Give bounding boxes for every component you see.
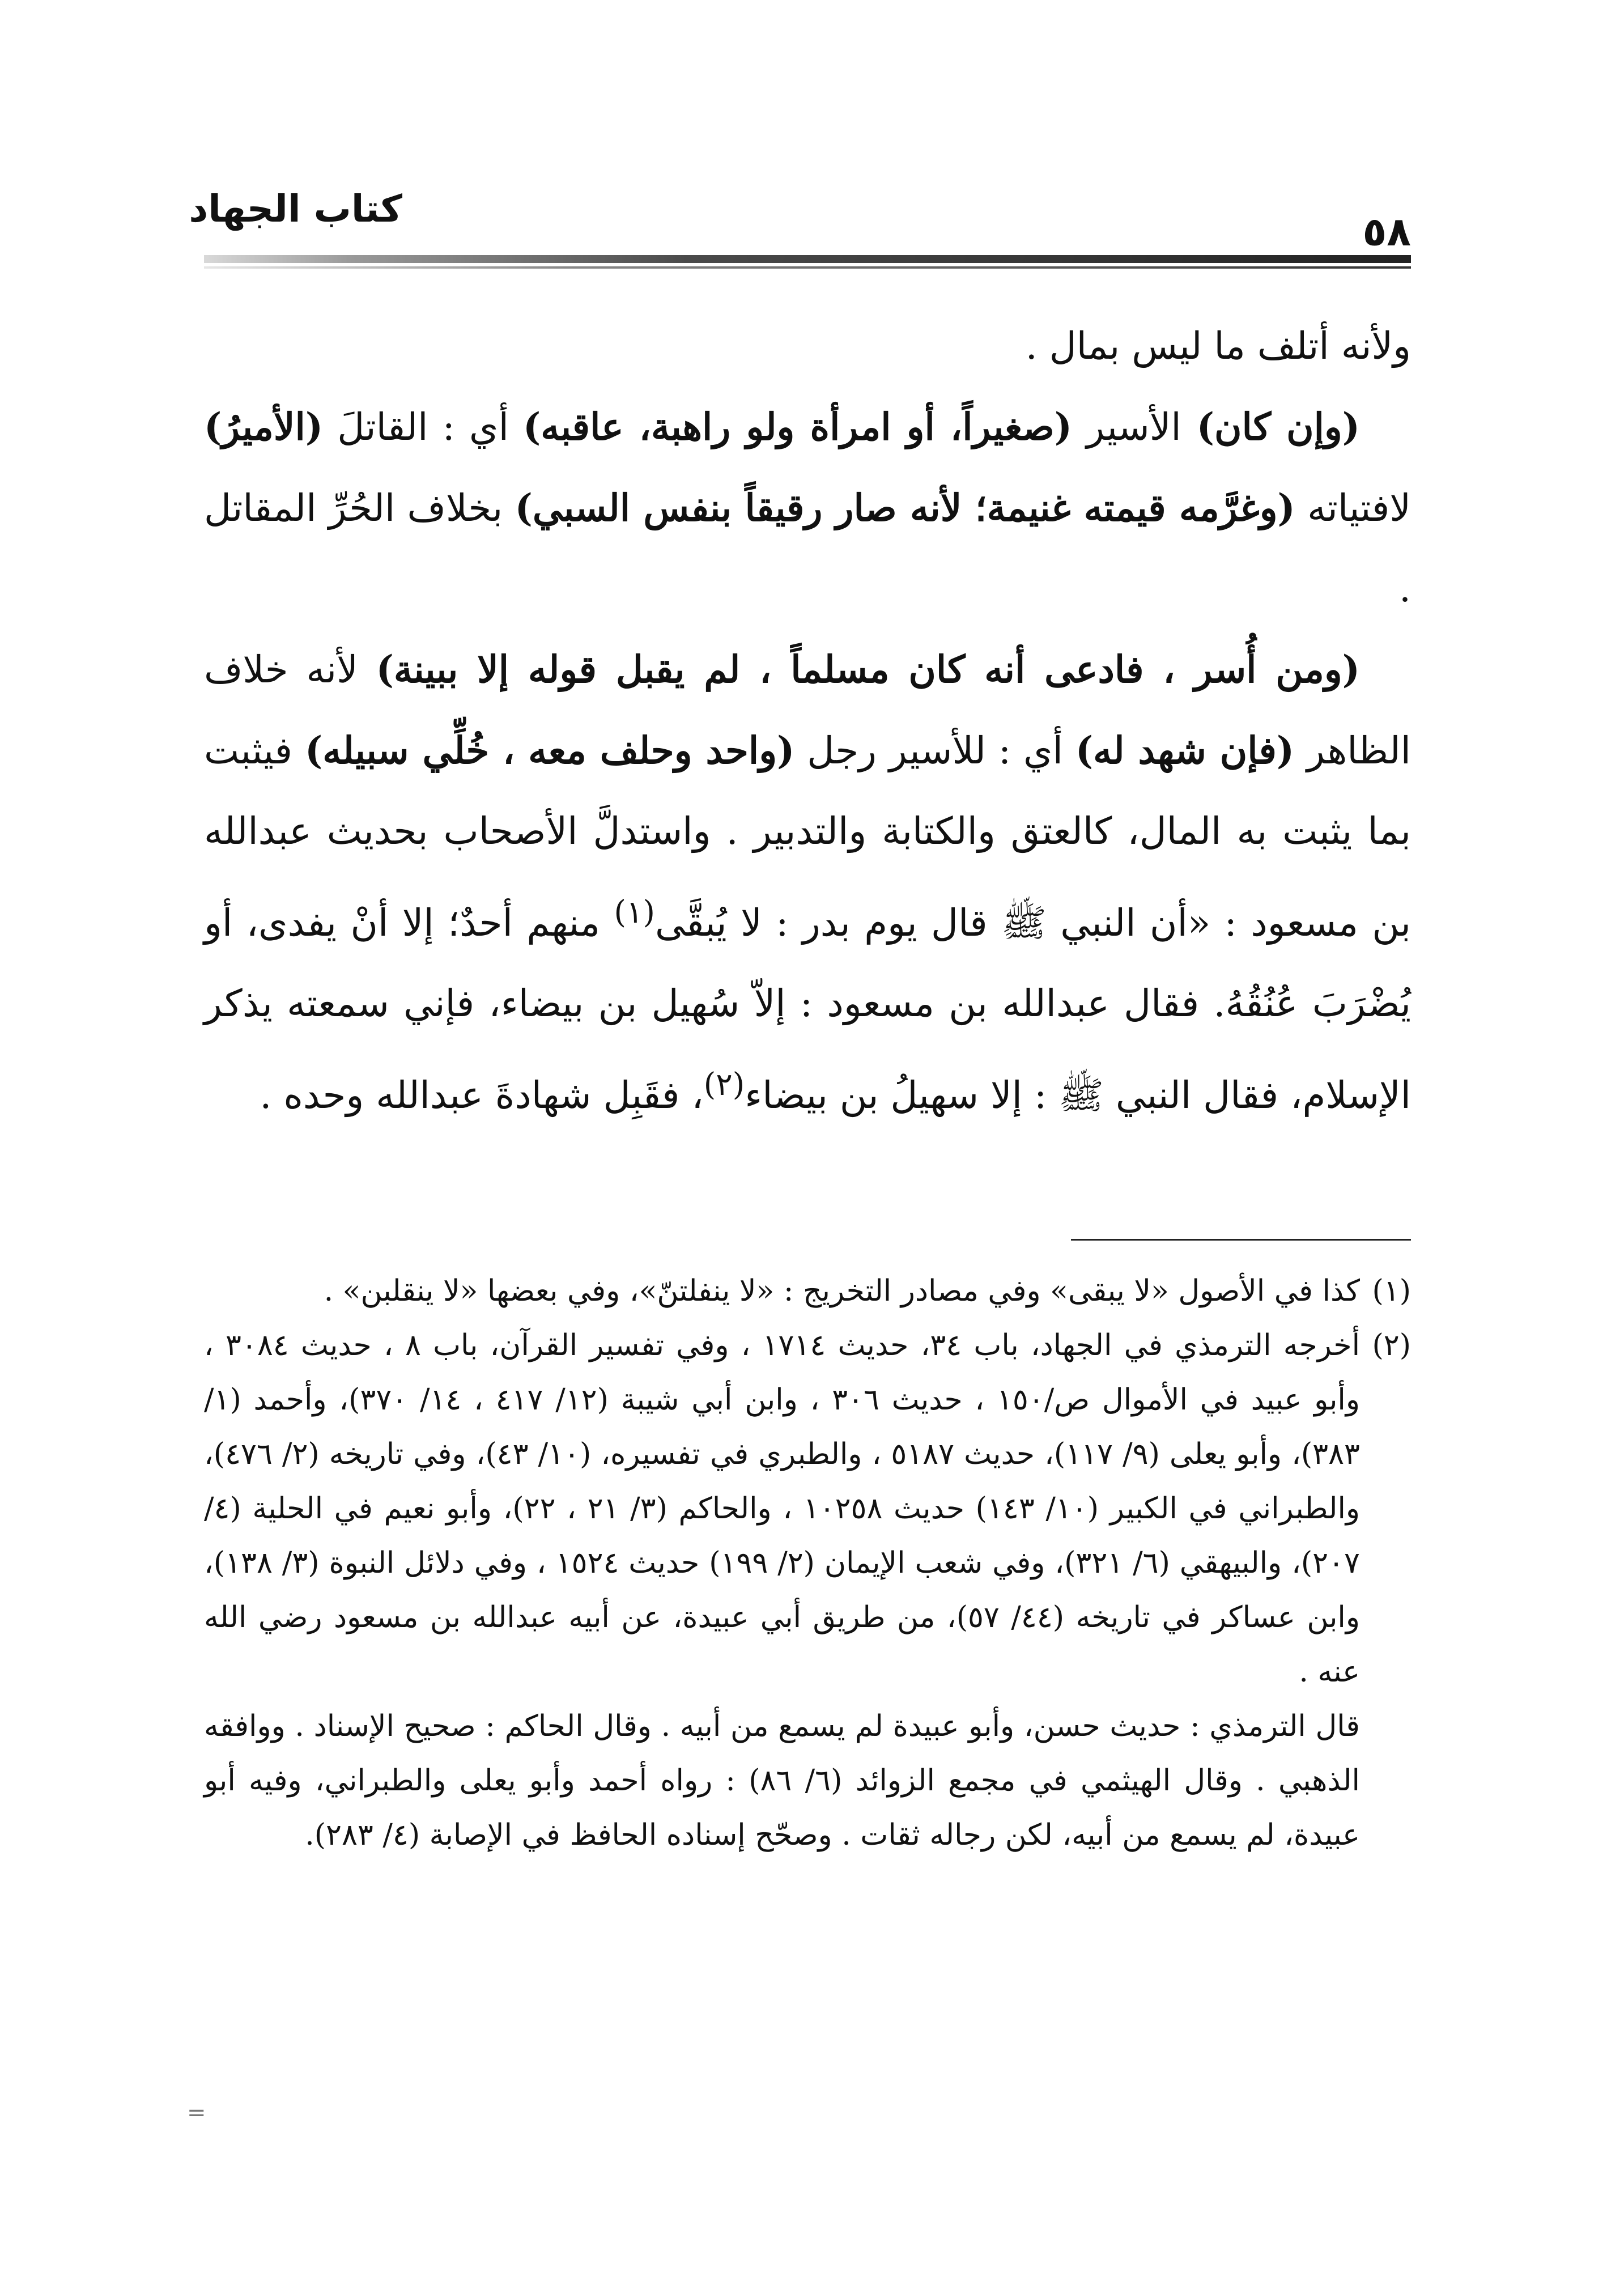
main-text — [204, 306, 1411, 1136]
paragraph-3 — [204, 629, 1411, 1136]
p3-f: فيثبت بما يثبت به المال، كالعتق والكتابة والتدبير . واستدلَّ الأصحاب بحديث عبدالله بن مسعود : «أن النبي ﷺ قال يوم بدر : لا يُبقَّى — [204, 729, 1412, 945]
p3-e: (واحد وحلف معه ، خُلِّي سبيله) — [305, 728, 795, 772]
p3-d: أي : للأسير رجل — [794, 729, 1075, 772]
footnote-1-text: كذا في الأصول «لا يبقى» وفي مصادر التخريج : «لا ينفلتنّ»، وفي بعضها «لا ينقلبن» . — [324, 1274, 1360, 1308]
running-title: كتاب الجهاد — [189, 187, 402, 231]
footnotes — [204, 1264, 1411, 1862]
page-number: ٥٨ — [1362, 209, 1411, 255]
p2-f: (وغرَّمه قيمته غنيمة؛ لأنه صار رقيقاً بنفس السبي) — [515, 486, 1295, 530]
p3-c: (فإن شهد له) — [1075, 728, 1295, 772]
paragraph-1 — [204, 306, 1411, 387]
margin-mark: = — [187, 2100, 206, 2126]
p2-d: (الأميرُ) — [204, 405, 324, 449]
footnote-ref-1[interactable]: (١) — [614, 894, 655, 930]
p3-a: (ومن أُسر ، فادعى أنه كان مسلماً ، لم يقبل قوله إلا ببينة) — [376, 647, 1361, 691]
p3-b: لأنه خلاف الظاهر — [204, 648, 1411, 772]
footnote-2-number: (٢) — [1372, 1328, 1411, 1362]
footnote-2-continuation: قال الترمذي : حديث حسن، وأبو عبيدة لم يسمع من أبيه . وقال الحاكم : صحيح الإسناد . ووافقه الذهبي . وقال الهيثمي في مجمع الزوائد (٦/ ٨٦) : رواه أحمد وأبو يعلى والطبراني، وفيه أبو عبيدة، لم يسمع من أبيه، لكن رجاله ثقات . وصحّح إسناده الحافظ في الإصابة (٤/ ٢٨٣). — [204, 1709, 1360, 1852]
p2-b: (صغيراً، أو امرأة ولو راهبة، عاقبه) — [523, 405, 1072, 449]
footnote-separator — [1071, 1239, 1411, 1241]
p2-g: بخلاف الحُرِّ المقاتل . — [204, 486, 1411, 610]
footnote-2-text: أخرجه الترمذي في الجهاد، باب ٣٤، حديث ١٧١٤ ، وفي تفسير القرآن، باب ٨ ، حديث ٣٠٨٤ ، وأبو عبيد في الأموال ص/١٥٠ ، حديث ٣٠٦ ، وابن أبي شيبة (١٢/ ٤١٧ ، ١٤/ ٣٧٠)، وأحمد (١/ ٣٨٣)، وأبو يعلى (٩/ ١١٧)، حديث ٥١٨٧ ، والطبري في تفسيره، (١٠/ ٤٣)، وفي تاريخه (٢/ ٤٧٦)، والطبراني في الكبير (١٠/ ١٤٣) حديث ١٠٢٥٨ ، والحاكم (٣/ ٢١ ، ٢٢)، وأبو نعيم في الحلية (٤/ ٢٠٧)، والبيهقي (٦/ ٣٢١)، وفي شعب الإيمان (٢/ ١٩٩) حديث ١٥٢٤ ، وفي دلائل النبوة (٣/ ١٣٨)، وابن عساكر في تاريخه (٤٤/ ٥٧)، من طريق أبي عبيدة، عن أبيه عبدالله بن مسعود رضي الله عنه . — [204, 1328, 1361, 1689]
header-rule — [204, 255, 1411, 263]
footnote-ref-2[interactable]: (٢) — [703, 1066, 745, 1102]
p2-a: الأسير — [1072, 405, 1181, 449]
p2-e: لافتياته — [1295, 486, 1411, 530]
p2-c: أي : القاتلَ — [323, 405, 523, 449]
paragraph-2 — [204, 387, 1411, 629]
page-header — [189, 187, 1411, 278]
paragraph-1-text: ولأنه أتلف ما ليس بمال . — [1025, 324, 1411, 368]
footnote-1 — [204, 1264, 1411, 1318]
footnote-1-number: (١) — [1372, 1274, 1411, 1308]
footnote-2 — [204, 1318, 1411, 1699]
p3-h: ، فقَبِل شهادةَ عبدالله وحده . — [260, 1073, 704, 1117]
header-rule-thin — [204, 266, 1411, 269]
p2-open: (وإن كان) — [1181, 405, 1361, 449]
p3-g: منهم أحدٌ؛ إلا أنْ يفدى، أو يُضْرَبَ عُنُقُهُ. فقال عبدالله بن مسعود : إلاّ سُهيل بن بيضاء، فإني سمعته يذكر الإسلام، فقال النبي ﷺ : إلا سهيلُ بن بيضاء — [204, 901, 1411, 1117]
